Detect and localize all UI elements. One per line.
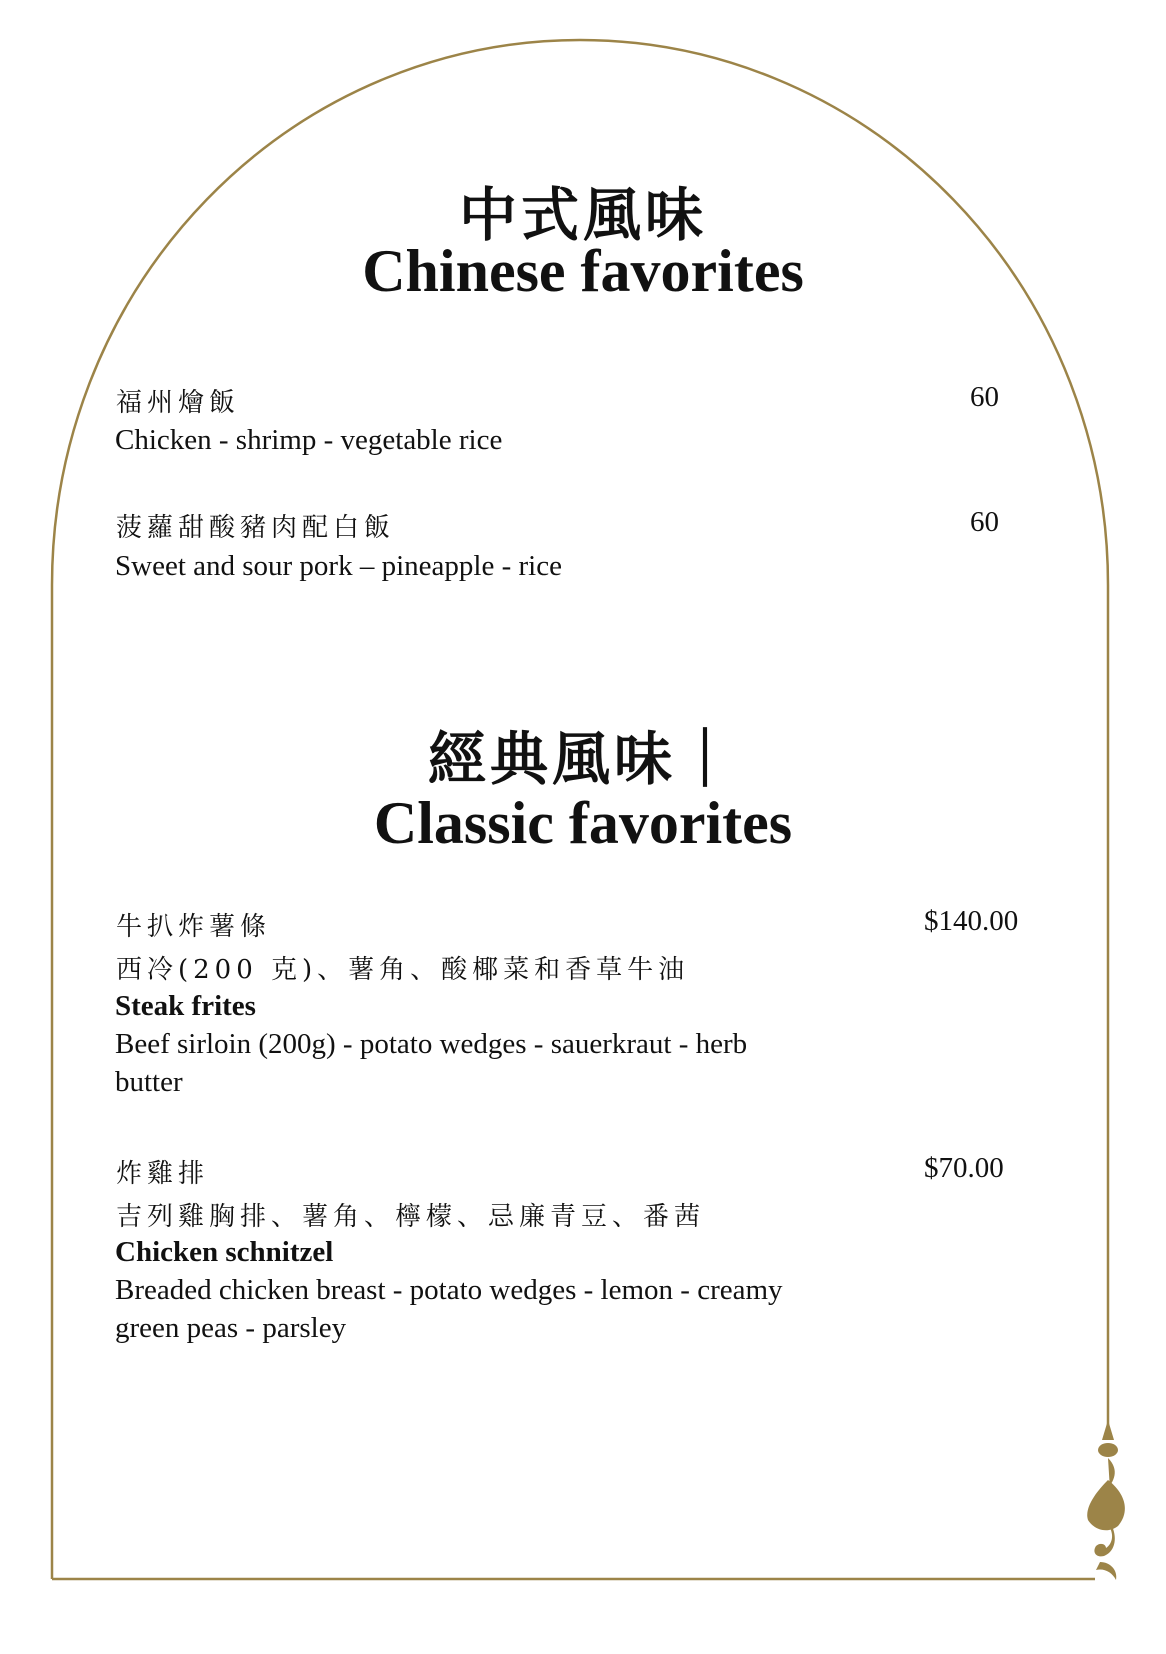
ornament-finial-icon	[1087, 1420, 1125, 1580]
item-desc-zh: 吉列雞胸排、薯角、檸檬、忌廉青豆、番茜	[116, 1202, 706, 1232]
item-price: $70.00	[924, 1152, 1004, 1184]
item-name-zh: 牛扒炸薯條	[116, 912, 272, 942]
item-name-en: Steak frites	[115, 990, 256, 1022]
item-name-zh: 福州燴飯	[116, 388, 241, 418]
item-desc-en-line1: Beef sirloin (200g) - potato wedges - sauerkraut - herb	[115, 1028, 748, 1060]
item-name-en: Chicken schnitzel	[115, 1236, 334, 1268]
item-price: 60	[970, 381, 999, 413]
item-price: 60	[970, 506, 999, 538]
item-price: $140.00	[924, 905, 1019, 937]
item-desc-en-line1: Breaded chicken breast - potato wedges - lemon - creamy	[115, 1274, 783, 1306]
item-desc-en-line2: butter	[115, 1066, 183, 1098]
item-name-zh: 炸雞排	[116, 1159, 210, 1189]
item-desc-en: Sweet and sour pork – pineapple - rice	[115, 550, 562, 582]
item-name-zh: 菠蘿甜酸豬肉配白飯	[116, 513, 396, 543]
section-title-zh-chinese: 中式風味	[458, 181, 707, 249]
item-desc-en-line2: green peas - parsley	[115, 1312, 347, 1344]
item-desc-en: Chicken - shrimp - vegetable rice	[115, 424, 503, 456]
section-title-en-classic: Classic favorites	[373, 790, 793, 856]
section-title-zh-classic: 經典風味｜	[427, 725, 738, 793]
item-desc-zh: 西冷(200 克)、薯角、酸椰菜和香草牛油	[116, 955, 690, 985]
section-title-en-chinese: Chinese favorites	[362, 238, 804, 304]
